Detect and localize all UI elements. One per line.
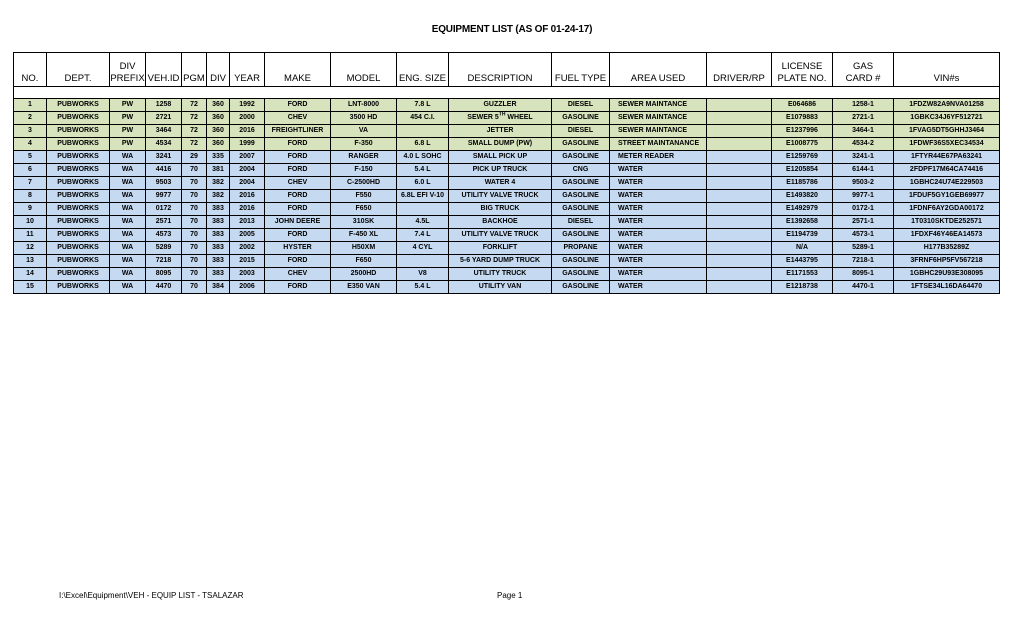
cell-vin: 1FDZW82A9NVA01258	[894, 99, 1000, 112]
cell-no: 10	[14, 216, 47, 229]
cell-area-used: SEWER MAINTANCE	[610, 112, 707, 125]
cell-fuel-type: DIESEL	[552, 99, 610, 112]
cell-veh-id: 3464	[146, 125, 182, 138]
cell-gas-card: 9977-1	[833, 190, 894, 203]
cell-no: 11	[14, 229, 47, 242]
cell-dept: PUBWORKS	[47, 268, 110, 281]
cell-eng-size: 4 CYL	[397, 242, 449, 255]
cell-veh-id: 1258	[146, 99, 182, 112]
cell-no: 3	[14, 125, 47, 138]
col-header-div-prefix: DIV PREFIX	[110, 53, 146, 87]
cell-gas-card: 8095-1	[833, 268, 894, 281]
cell-gas-card: 2571-1	[833, 216, 894, 229]
cell-div: 383	[207, 255, 230, 268]
cell-veh-id: 4470	[146, 281, 182, 294]
cell-year: 2013	[230, 216, 265, 229]
cell-license-plate: N/A	[772, 242, 833, 255]
cell-div-prefix: WA	[110, 281, 146, 294]
cell-dept: PUBWORKS	[47, 242, 110, 255]
table-row	[14, 125, 1000, 138]
cell-description: GUZZLER	[449, 99, 552, 112]
cell-no: 2	[14, 112, 47, 125]
table-row	[14, 99, 1000, 112]
cell-area-used: WATER	[610, 203, 707, 216]
cell-no: 8	[14, 190, 47, 203]
cell-vin: 1FDNF6AY2GDA00172	[894, 203, 1000, 216]
cell-div: 384	[207, 281, 230, 294]
cell-dept: PUBWORKS	[47, 138, 110, 151]
cell-driver-rp	[707, 177, 772, 190]
cell-gas-card: 7218-1	[833, 255, 894, 268]
table-row	[14, 190, 1000, 203]
cell-year: 2004	[230, 177, 265, 190]
cell-div: 360	[207, 125, 230, 138]
cell-model: C-2500HD	[331, 177, 397, 190]
cell-model: 2500HD	[331, 268, 397, 281]
cell-fuel-type: GASOLINE	[552, 190, 610, 203]
cell-div-prefix: WA	[110, 164, 146, 177]
cell-pgm: 70	[182, 268, 207, 281]
cell-license-plate: E1194739	[772, 229, 833, 242]
cell-description: SMALL PICK UP	[449, 151, 552, 164]
cell-year: 1999	[230, 138, 265, 151]
cell-make: FORD	[265, 281, 331, 294]
cell-div: 381	[207, 164, 230, 177]
col-header-fuel-type: FUEL TYPE	[552, 53, 610, 87]
cell-vin: 1GBHC24U74E229503	[894, 177, 1000, 190]
cell-fuel-type: GASOLINE	[552, 151, 610, 164]
cell-div-prefix: WA	[110, 216, 146, 229]
cell-license-plate: E1079883	[772, 112, 833, 125]
cell-fuel-type: GASOLINE	[552, 138, 610, 151]
cell-dept: PUBWORKS	[47, 255, 110, 268]
cell-vin: 3FRNF6HP5FV567218	[894, 255, 1000, 268]
cell-no: 1	[14, 99, 47, 112]
cell-div: 382	[207, 177, 230, 190]
col-header-gas-card: GAS CARD #	[833, 53, 894, 87]
cell-dept: PUBWORKS	[47, 112, 110, 125]
cell-dept: PUBWORKS	[47, 203, 110, 216]
cell-eng-size: 5.4 L	[397, 164, 449, 177]
cell-area-used: METER READER	[610, 151, 707, 164]
cell-pgm: 70	[182, 229, 207, 242]
cell-vin: 1T0310SKTDE252571	[894, 216, 1000, 229]
cell-driver-rp	[707, 138, 772, 151]
cell-veh-id: 9977	[146, 190, 182, 203]
cell-area-used: SEWER MAINTANCE	[610, 99, 707, 112]
cell-dept: PUBWORKS	[47, 99, 110, 112]
cell-driver-rp	[707, 268, 772, 281]
table-spacer-row	[14, 87, 1000, 99]
cell-div-prefix: WA	[110, 151, 146, 164]
cell-model: F-450 XL	[331, 229, 397, 242]
cell-gas-card: 4470-1	[833, 281, 894, 294]
cell-description: UTILITY VALVE TRUCK	[449, 229, 552, 242]
cell-vin: 1GBHC29U93E308095	[894, 268, 1000, 281]
cell-div: 360	[207, 99, 230, 112]
cell-description: JETTER	[449, 125, 552, 138]
cell-fuel-type: GASOLINE	[552, 268, 610, 281]
cell-dept: PUBWORKS	[47, 177, 110, 190]
col-header-no: NO.	[14, 53, 47, 87]
cell-pgm: 72	[182, 99, 207, 112]
cell-pgm: 29	[182, 151, 207, 164]
cell-pgm: 70	[182, 281, 207, 294]
cell-div: 383	[207, 268, 230, 281]
cell-veh-id: 4573	[146, 229, 182, 242]
cell-vin: 1FDWF36S5XEC34534	[894, 138, 1000, 151]
cell-description: WATER 4	[449, 177, 552, 190]
equipment-table	[13, 52, 1000, 294]
cell-area-used: WATER	[610, 242, 707, 255]
col-header-driver-rp: DRIVER/RP	[707, 53, 772, 87]
cell-description: BIG TRUCK	[449, 203, 552, 216]
cell-year: 2016	[230, 190, 265, 203]
cell-fuel-type: GASOLINE	[552, 255, 610, 268]
cell-eng-size	[397, 125, 449, 138]
cell-license-plate: E064686	[772, 99, 833, 112]
col-header-vin: VIN#s	[894, 53, 1000, 87]
cell-year: 2003	[230, 268, 265, 281]
cell-gas-card: 2721-1	[833, 112, 894, 125]
cell-veh-id: 8095	[146, 268, 182, 281]
cell-model: LNT-8000	[331, 99, 397, 112]
cell-make: FREIGHTLINER	[265, 125, 331, 138]
cell-pgm: 70	[182, 203, 207, 216]
cell-veh-id: 4416	[146, 164, 182, 177]
cell-gas-card: 5289-1	[833, 242, 894, 255]
cell-year: 2000	[230, 112, 265, 125]
cell-model: E350 VAN	[331, 281, 397, 294]
table-header-row	[14, 53, 1000, 87]
cell-driver-rp	[707, 151, 772, 164]
cell-dept: PUBWORKS	[47, 229, 110, 242]
col-header-year: YEAR	[230, 53, 265, 87]
cell-no: 5	[14, 151, 47, 164]
cell-eng-size: 7.4 L	[397, 229, 449, 242]
cell-eng-size: 6.8L EFI V-10	[397, 190, 449, 203]
cell-pgm: 70	[182, 164, 207, 177]
cell-description: UTILITY TRUCK	[449, 268, 552, 281]
cell-div-prefix: WA	[110, 177, 146, 190]
cell-gas-card: 4573-1	[833, 229, 894, 242]
cell-license-plate: E1205854	[772, 164, 833, 177]
col-header-dept: DEPT.	[47, 53, 110, 87]
cell-model: F650	[331, 203, 397, 216]
cell-no: 14	[14, 268, 47, 281]
cell-eng-size: 5.4 L	[397, 281, 449, 294]
cell-model: F650	[331, 255, 397, 268]
table-row	[14, 138, 1000, 151]
cell-vin: 1FDXF46Y46EA14573	[894, 229, 1000, 242]
cell-no: 13	[14, 255, 47, 268]
cell-make: FORD	[265, 164, 331, 177]
cell-driver-rp	[707, 281, 772, 294]
cell-no: 7	[14, 177, 47, 190]
cell-fuel-type: GASOLINE	[552, 177, 610, 190]
cell-veh-id: 2721	[146, 112, 182, 125]
cell-div-prefix: PW	[110, 99, 146, 112]
cell-license-plate: E1218738	[772, 281, 833, 294]
cell-license-plate: E1259769	[772, 151, 833, 164]
cell-year: 2004	[230, 164, 265, 177]
cell-driver-rp	[707, 164, 772, 177]
cell-div: 383	[207, 203, 230, 216]
table-row	[14, 164, 1000, 177]
cell-dept: PUBWORKS	[47, 164, 110, 177]
cell-eng-size: 4.5L	[397, 216, 449, 229]
cell-pgm: 70	[182, 255, 207, 268]
cell-year: 2006	[230, 281, 265, 294]
cell-license-plate: E1237996	[772, 125, 833, 138]
cell-make: FORD	[265, 203, 331, 216]
cell-pgm: 70	[182, 190, 207, 203]
cell-eng-size: 454 C.I.	[397, 112, 449, 125]
cell-gas-card: 6144-1	[833, 164, 894, 177]
cell-eng-size	[397, 203, 449, 216]
cell-driver-rp	[707, 203, 772, 216]
cell-pgm: 72	[182, 125, 207, 138]
cell-eng-size: 6.0 L	[397, 177, 449, 190]
cell-license-plate: E1392658	[772, 216, 833, 229]
cell-eng-size: 6.8 L	[397, 138, 449, 151]
cell-div: 335	[207, 151, 230, 164]
footer-page-number: Page 1	[497, 591, 523, 600]
cell-vin: 1FDUF5GY1GEB69977	[894, 190, 1000, 203]
cell-model: F-150	[331, 164, 397, 177]
cell-eng-size	[397, 255, 449, 268]
cell-area-used: STREET MAINTANANCE	[610, 138, 707, 151]
cell-description: FORKLIFT	[449, 242, 552, 255]
cell-no: 6	[14, 164, 47, 177]
cell-license-plate: E1443795	[772, 255, 833, 268]
cell-model: VA	[331, 125, 397, 138]
col-header-license-plate: LICENSE PLATE NO.	[772, 53, 833, 87]
cell-fuel-type: GASOLINE	[552, 112, 610, 125]
cell-dept: PUBWORKS	[47, 281, 110, 294]
cell-dept: PUBWORKS	[47, 216, 110, 229]
cell-driver-rp	[707, 255, 772, 268]
cell-year: 2002	[230, 242, 265, 255]
cell-gas-card: 0172-1	[833, 203, 894, 216]
col-header-veh-id: VEH.ID	[146, 53, 182, 87]
cell-div: 383	[207, 229, 230, 242]
cell-license-plate: E1492979	[772, 203, 833, 216]
col-header-div: DIV	[207, 53, 230, 87]
cell-div-prefix: WA	[110, 190, 146, 203]
cell-div-prefix: PW	[110, 112, 146, 125]
cell-make: CHEV	[265, 177, 331, 190]
cell-area-used: WATER	[610, 255, 707, 268]
cell-pgm: 72	[182, 138, 207, 151]
cell-area-used: WATER	[610, 216, 707, 229]
table-row	[14, 112, 1000, 125]
cell-make: FORD	[265, 99, 331, 112]
table-row	[14, 177, 1000, 190]
cell-license-plate: E1171553	[772, 268, 833, 281]
cell-area-used: WATER	[610, 190, 707, 203]
cell-gas-card: 3464-1	[833, 125, 894, 138]
col-header-make: MAKE	[265, 53, 331, 87]
cell-year: 2016	[230, 125, 265, 138]
cell-vin: 1FTSE34L16DA64470	[894, 281, 1000, 294]
cell-year: 2005	[230, 229, 265, 242]
cell-fuel-type: GASOLINE	[552, 229, 610, 242]
cell-pgm: 70	[182, 242, 207, 255]
cell-license-plate: E1008775	[772, 138, 833, 151]
footer-file-path: I:\Excel\Equipment\VEH - EQUIP LIST - TSALAZAR	[59, 591, 244, 600]
cell-make: HYSTER	[265, 242, 331, 255]
table-body	[14, 99, 1000, 294]
cell-fuel-type: GASOLINE	[552, 203, 610, 216]
cell-div-prefix: WA	[110, 229, 146, 242]
table-row	[14, 268, 1000, 281]
cell-make: FORD	[265, 255, 331, 268]
cell-pgm: 70	[182, 177, 207, 190]
cell-veh-id: 2571	[146, 216, 182, 229]
cell-model: H50XM	[331, 242, 397, 255]
cell-veh-id: 3241	[146, 151, 182, 164]
cell-dept: PUBWORKS	[47, 190, 110, 203]
table-row	[14, 281, 1000, 294]
cell-year: 2007	[230, 151, 265, 164]
cell-veh-id: 5289	[146, 242, 182, 255]
cell-pgm: 70	[182, 216, 207, 229]
cell-fuel-type: CNG	[552, 164, 610, 177]
cell-description: 5-6 YARD DUMP TRUCK	[449, 255, 552, 268]
cell-area-used: SEWER MAINTANCE	[610, 125, 707, 138]
cell-area-used: WATER	[610, 229, 707, 242]
cell-dept: PUBWORKS	[47, 151, 110, 164]
cell-driver-rp	[707, 99, 772, 112]
cell-model: RANGER	[331, 151, 397, 164]
cell-div-prefix: WA	[110, 268, 146, 281]
cell-fuel-type: DIESEL	[552, 125, 610, 138]
cell-make: FORD	[265, 138, 331, 151]
cell-make: FORD	[265, 151, 331, 164]
col-header-pgm: PGM	[182, 53, 207, 87]
cell-model: 310SK	[331, 216, 397, 229]
cell-driver-rp	[707, 242, 772, 255]
col-header-model: MODEL	[331, 53, 397, 87]
cell-make: FORD	[265, 229, 331, 242]
cell-area-used: WATER	[610, 177, 707, 190]
cell-eng-size: 4.0 L SOHC	[397, 151, 449, 164]
table-row	[14, 255, 1000, 268]
cell-div-prefix: WA	[110, 242, 146, 255]
cell-fuel-type: DIESEL	[552, 216, 610, 229]
cell-description: UTILITY VALVE TRUCK	[449, 190, 552, 203]
cell-license-plate: E1493820	[772, 190, 833, 203]
cell-veh-id: 9503	[146, 177, 182, 190]
cell-vin: H177B35289Z	[894, 242, 1000, 255]
cell-gas-card: 3241-1	[833, 151, 894, 164]
table-row	[14, 216, 1000, 229]
cell-area-used: WATER	[610, 281, 707, 294]
cell-no: 4	[14, 138, 47, 151]
cell-description: SMALL DUMP (PW)	[449, 138, 552, 151]
cell-pgm: 72	[182, 112, 207, 125]
cell-fuel-type: GASOLINE	[552, 281, 610, 294]
table-row	[14, 203, 1000, 216]
cell-model: F550	[331, 190, 397, 203]
cell-div: 360	[207, 112, 230, 125]
cell-description: SEWER 5TH WHEEL	[449, 112, 552, 125]
cell-area-used: WATER	[610, 268, 707, 281]
cell-div: 382	[207, 190, 230, 203]
page-title: EQUIPMENT LIST (AS OF 01-24-17)	[431, 24, 593, 35]
cell-veh-id: 4534	[146, 138, 182, 151]
cell-no: 15	[14, 281, 47, 294]
cell-vin: 1GBKC34J6YF512721	[894, 112, 1000, 125]
cell-driver-rp	[707, 216, 772, 229]
col-header-eng-size: ENG. SIZE	[397, 53, 449, 87]
table-row	[14, 242, 1000, 255]
cell-make: JOHN DEERE	[265, 216, 331, 229]
cell-div: 360	[207, 138, 230, 151]
cell-div-prefix: WA	[110, 255, 146, 268]
cell-make: CHEV	[265, 112, 331, 125]
cell-description: UTILITY VAN	[449, 281, 552, 294]
col-header-area-used: AREA USED	[610, 53, 707, 87]
table-row	[14, 151, 1000, 164]
cell-vin: 2FDPF17M64CA74416	[894, 164, 1000, 177]
cell-eng-size: V8	[397, 268, 449, 281]
table-row	[14, 229, 1000, 242]
cell-driver-rp	[707, 190, 772, 203]
cell-make: FORD	[265, 190, 331, 203]
cell-eng-size: 7.8 L	[397, 99, 449, 112]
cell-gas-card: 9503-2	[833, 177, 894, 190]
cell-div-prefix: PW	[110, 138, 146, 151]
cell-area-used: WATER	[610, 164, 707, 177]
cell-gas-card: 1258-1	[833, 99, 894, 112]
cell-div-prefix: PW	[110, 125, 146, 138]
cell-make: CHEV	[265, 268, 331, 281]
cell-no: 9	[14, 203, 47, 216]
cell-driver-rp	[707, 125, 772, 138]
cell-description: PICK UP TRUCK	[449, 164, 552, 177]
cell-div: 383	[207, 216, 230, 229]
cell-description: BACKHOE	[449, 216, 552, 229]
cell-license-plate: E1185786	[772, 177, 833, 190]
cell-veh-id: 0172	[146, 203, 182, 216]
cell-year: 1992	[230, 99, 265, 112]
cell-model: 3500 HD	[331, 112, 397, 125]
cell-div: 383	[207, 242, 230, 255]
cell-driver-rp	[707, 112, 772, 125]
cell-fuel-type: PROPANE	[552, 242, 610, 255]
cell-year: 2016	[230, 203, 265, 216]
cell-vin: 1FVAG5DT5GHHJ3464	[894, 125, 1000, 138]
col-header-description: DESCRIPTION	[449, 53, 552, 87]
cell-gas-card: 4534-2	[833, 138, 894, 151]
cell-veh-id: 7218	[146, 255, 182, 268]
cell-year: 2015	[230, 255, 265, 268]
cell-driver-rp	[707, 229, 772, 242]
cell-no: 12	[14, 242, 47, 255]
cell-dept: PUBWORKS	[47, 125, 110, 138]
cell-div-prefix: WA	[110, 203, 146, 216]
cell-model: F-350	[331, 138, 397, 151]
cell-vin: 1FTYR44E67PA63241	[894, 151, 1000, 164]
